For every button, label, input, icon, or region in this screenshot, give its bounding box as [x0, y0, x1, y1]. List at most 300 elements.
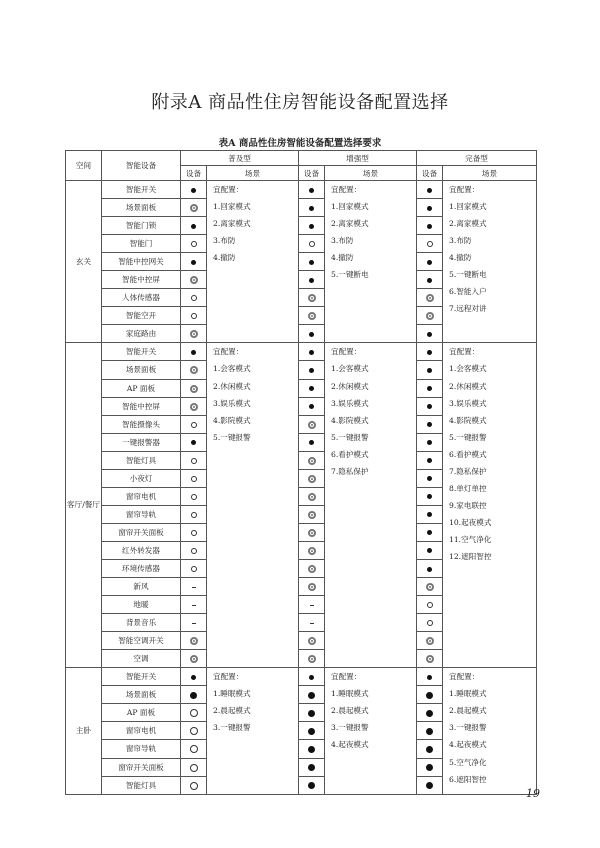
mark-o-icon: [427, 602, 433, 608]
mark-b-icon: [427, 458, 432, 463]
scene-item: 2.休闲模式: [449, 381, 487, 391]
equip-mark-cell: [417, 686, 443, 704]
header-enhanced: 增强型: [299, 151, 417, 166]
mark-bb-icon: [308, 710, 315, 717]
equip-mark-cell: [181, 469, 207, 487]
scene-item: 1.会客模式: [213, 364, 251, 374]
equip-mark-cell: [181, 199, 207, 217]
mark-d-icon: [190, 330, 198, 338]
equip-mark-cell: [181, 289, 207, 307]
equip-mark-cell: [299, 469, 325, 487]
equip-mark-cell: [417, 289, 443, 307]
mark-bb-icon: [308, 692, 315, 699]
scene-item: 2.休闲模式: [331, 381, 369, 391]
equip-mark-cell: [181, 614, 207, 632]
space-cell: 主卧: [66, 668, 102, 794]
scene-item: 9.家电联控: [449, 500, 487, 510]
equip-mark-cell: [299, 704, 325, 722]
scene-item: 5.一键断电: [331, 270, 369, 280]
equip-mark-cell: [181, 415, 207, 433]
mark-b-icon: [427, 224, 432, 229]
equip-mark-cell: [299, 397, 325, 415]
scene-item: 5.一键断电: [449, 270, 487, 280]
equip-mark-cell: [299, 740, 325, 758]
equip-mark-cell: [299, 343, 325, 361]
mark-o-icon: [191, 241, 197, 247]
equip-mark-cell: [181, 235, 207, 253]
mark-b-icon: [309, 332, 314, 337]
equip-mark-cell: [299, 487, 325, 505]
scene-item: 2.离家模式: [449, 219, 487, 229]
equip-mark-cell: [417, 559, 443, 577]
mark-d-icon: [426, 294, 434, 302]
mark-b-icon: [191, 224, 196, 229]
mark-oo-icon: [190, 727, 198, 735]
scene-item: 1.会客模式: [331, 364, 369, 374]
mark-o-icon: [191, 295, 197, 301]
mark-bb-icon: [426, 728, 433, 735]
mark-b-icon: [427, 278, 432, 283]
mark-b-icon: [427, 567, 432, 572]
scene-item: 宜配置：: [331, 347, 362, 357]
scene-cell: [325, 668, 417, 794]
device-name: 智能空调开关: [102, 632, 181, 650]
mark-d-icon: [190, 403, 198, 411]
device-name: 智能中控屏: [102, 271, 181, 289]
scene-item: 2.晨起模式: [449, 706, 487, 716]
mark-d-icon: [190, 276, 198, 284]
device-name: 智能中控屏: [102, 397, 181, 415]
header-full: 完备型: [417, 151, 537, 166]
equip-mark-cell: [181, 704, 207, 722]
equip-mark-cell: [181, 271, 207, 289]
equip-mark-cell: [417, 397, 443, 415]
scene-item: 1.回家模式: [213, 202, 251, 212]
scene-item: 5.一键报警: [449, 432, 487, 442]
device-name: 小夜灯: [102, 469, 181, 487]
mark-bb-icon: [308, 728, 315, 735]
equip-mark-cell: [181, 632, 207, 650]
equip-mark-cell: [417, 361, 443, 379]
equip-mark-cell: [417, 650, 443, 668]
mark-d-icon: [308, 583, 316, 591]
equip-mark-cell: [299, 596, 325, 614]
mark-d-icon: [426, 655, 434, 663]
mark-dash-icon: [310, 605, 314, 606]
device-name: AP 面板: [102, 704, 181, 722]
mark-o-icon: [191, 566, 197, 572]
device-name: 智能开关: [102, 343, 181, 361]
device-name: 智能灯具: [102, 451, 181, 469]
mark-b-icon: [309, 440, 314, 445]
scene-item: 宜配置：: [213, 185, 244, 194]
mark-oo-icon: [190, 782, 198, 790]
equip-mark-cell: [417, 704, 443, 722]
device-name: 新风: [102, 578, 181, 596]
equip-mark-cell: [417, 253, 443, 271]
equip-mark-cell: [299, 217, 325, 235]
scene-item: 5.空气净化: [449, 757, 487, 767]
equip-mark-cell: [299, 271, 325, 289]
equip-mark-cell: [417, 740, 443, 758]
scene-item: 7.远程对讲: [449, 304, 487, 314]
space-cell: 客厅/餐厅: [66, 343, 102, 668]
mark-b-icon: [427, 530, 432, 535]
scene-item: 2.离家模式: [213, 219, 251, 229]
equip-mark-cell: [299, 379, 325, 397]
equip-mark-cell: [181, 343, 207, 361]
equip-mark-cell: [181, 397, 207, 415]
mark-b-icon: [309, 260, 314, 265]
mark-dash-icon: [310, 623, 314, 624]
device-name: 人体传感器: [102, 289, 181, 307]
equip-mark-cell: [181, 668, 207, 686]
mark-b-icon: [427, 494, 432, 499]
equip-mark-cell: [181, 650, 207, 668]
scene-item: 3.娱乐模式: [331, 398, 369, 408]
equip-mark-cell: [299, 722, 325, 740]
scene-item: 宜配置：: [213, 347, 244, 357]
scene-item: 3.娱乐模式: [449, 398, 487, 408]
appendix-title: 附录A 商品性住房智能设备配置选择: [151, 92, 449, 113]
scene-item: 4.起夜模式: [449, 740, 487, 750]
scene-item: 6.看护模式: [449, 449, 487, 459]
device-name: 智能空开: [102, 307, 181, 325]
equip-mark-cell: [181, 433, 207, 451]
mark-bb-icon: [308, 764, 315, 771]
equip-mark-cell: [417, 469, 443, 487]
mark-o-icon: [191, 313, 197, 319]
scene-item: 宜配置：: [449, 672, 480, 682]
device-name: 环境传感器: [102, 559, 181, 577]
equip-mark-cell: [417, 307, 443, 325]
mark-b-icon: [191, 260, 196, 265]
equip-mark-cell: [417, 271, 443, 289]
scene-item: 4.撤防: [213, 253, 236, 263]
mark-bb-icon: [426, 710, 433, 717]
scene-item: 3.布防: [449, 236, 472, 246]
equip-mark-cell: [181, 307, 207, 325]
mark-d-icon: [190, 655, 198, 663]
equip-mark-cell: [299, 614, 325, 632]
equip-mark-cell: [181, 776, 207, 794]
mark-d-icon: [426, 583, 434, 591]
equip-mark-cell: [417, 433, 443, 451]
equip-mark-cell: [299, 523, 325, 541]
equip-mark-cell: [417, 614, 443, 632]
scene-item: 7.隐私保护: [331, 466, 369, 476]
scene-cell: [207, 181, 299, 343]
equip-mark-cell: [299, 433, 325, 451]
equip-mark-cell: [417, 487, 443, 505]
mark-b-icon: [427, 332, 432, 337]
header-space: 空间: [66, 151, 102, 181]
equip-mark-cell: [417, 379, 443, 397]
scene-item: 6.遮阳智控: [449, 774, 487, 784]
equip-mark-cell: [181, 505, 207, 523]
scene-cell: [443, 343, 537, 668]
equip-mark-cell: [299, 559, 325, 577]
page-number: 19: [526, 787, 540, 800]
device-name: 智能开关: [102, 668, 181, 686]
scene-item: 2.离家模式: [331, 219, 369, 229]
table-row: [66, 668, 537, 686]
scene-cell: [207, 343, 299, 668]
mark-b-icon: [309, 675, 314, 680]
equip-mark-cell: [417, 181, 443, 199]
mark-oo-icon: [190, 764, 198, 772]
equip-mark-cell: [299, 415, 325, 433]
equip-mark-cell: [181, 559, 207, 577]
mark-o-icon: [191, 512, 197, 518]
mark-oo-icon: [190, 745, 198, 753]
mark-b-icon: [309, 350, 314, 355]
mark-b-icon: [427, 188, 432, 193]
device-name: 智能门: [102, 235, 181, 253]
scene-item: 1.睡眠模式: [331, 689, 369, 699]
equip-mark-cell: [181, 523, 207, 541]
header-basic-scene: 场景: [207, 166, 299, 181]
scene-item: 3.一键报警: [213, 723, 251, 733]
scene-item: 5.一键报警: [331, 432, 369, 442]
scene-item: 宜配置：: [213, 672, 244, 682]
scene-item: 宜配置：: [331, 185, 362, 194]
scene-item: 10.起夜模式: [449, 517, 492, 527]
equip-mark-cell: [417, 505, 443, 523]
scene-item: 1.睡眠模式: [449, 689, 487, 699]
mark-bb-icon: [426, 692, 433, 699]
device-name: 窗帘开关面板: [102, 523, 181, 541]
equip-mark-cell: [299, 307, 325, 325]
space-cell: 玄关: [66, 181, 102, 343]
scene-item: 3.一键报警: [331, 723, 369, 733]
header-enhanced-equip: 设备: [299, 166, 325, 181]
equip-mark-cell: [181, 596, 207, 614]
mark-b-icon: [427, 368, 432, 373]
equip-mark-cell: [299, 776, 325, 794]
mark-o-icon: [191, 530, 197, 536]
mark-o-icon: [191, 458, 197, 464]
equip-mark-cell: [181, 758, 207, 776]
header-enhanced-scene: 场景: [325, 166, 417, 181]
device-name: 背景音乐: [102, 614, 181, 632]
equip-mark-cell: [181, 722, 207, 740]
equip-mark-cell: [417, 578, 443, 596]
equip-mark-cell: [299, 325, 325, 343]
mark-b-icon: [191, 440, 196, 445]
equip-mark-cell: [299, 668, 325, 686]
equip-mark-cell: [417, 325, 443, 343]
scene-item: 1.回家模式: [331, 202, 369, 212]
mark-bb-icon: [426, 782, 433, 789]
mark-b-icon: [427, 404, 432, 409]
device-name: 智能摄像头: [102, 415, 181, 433]
equip-mark-cell: [181, 379, 207, 397]
scene-item: 5.一键报警: [213, 432, 251, 442]
mark-o-icon: [191, 476, 197, 482]
mark-b-icon: [427, 548, 432, 553]
equip-mark-cell: [299, 253, 325, 271]
device-name: 家庭路由: [102, 325, 181, 343]
mark-b-icon: [191, 188, 196, 193]
mark-b-icon: [309, 368, 314, 373]
mark-b-icon: [191, 350, 196, 355]
equip-mark-cell: [181, 451, 207, 469]
mark-b-icon: [191, 675, 196, 680]
mark-d-icon: [190, 637, 198, 645]
equip-mark-cell: [181, 181, 207, 199]
equip-mark-cell: [181, 487, 207, 505]
mark-o-icon: [191, 548, 197, 554]
equip-mark-cell: [417, 596, 443, 614]
scene-item: 1.会客模式: [449, 364, 487, 374]
mark-b-icon: [427, 512, 432, 517]
mark-b-icon: [427, 422, 432, 427]
scene-item: 8.单灯单控: [449, 483, 487, 493]
mark-b-icon: [427, 386, 432, 391]
device-name: 空调: [102, 650, 181, 668]
device-name: 地暖: [102, 596, 181, 614]
mark-d-icon: [308, 529, 316, 537]
scene-item: 3.布防: [331, 236, 354, 246]
mark-bb-icon: [426, 746, 433, 753]
scene-item: 宜配置：: [449, 185, 480, 194]
table-row: [66, 181, 537, 199]
scene-item: 宜配置：: [331, 672, 362, 682]
scene-item: 1.睡眠模式: [213, 689, 251, 699]
scene-item: 4.撤防: [331, 253, 354, 263]
scene-item: 4.起夜模式: [331, 740, 369, 750]
device-name: 一键报警器: [102, 433, 181, 451]
scene-cell: [443, 668, 537, 794]
scene-item: 3.娱乐模式: [213, 398, 251, 408]
equip-mark-cell: [181, 217, 207, 235]
mark-d-icon: [308, 493, 316, 501]
mark-d-icon: [308, 294, 316, 302]
mark-d-icon: [190, 204, 198, 212]
scene-item: 3.一键报警: [449, 723, 487, 733]
equip-mark-cell: [417, 541, 443, 559]
equip-mark-cell: [181, 740, 207, 758]
mark-d-icon: [190, 385, 198, 393]
header-full-scene: 场景: [443, 166, 537, 181]
equip-mark-cell: [299, 632, 325, 650]
mark-bb-icon: [308, 746, 315, 753]
mark-b-icon: [427, 440, 432, 445]
mark-b-icon: [427, 260, 432, 265]
header-basic-equip: 设备: [181, 166, 207, 181]
equip-mark-cell: [299, 578, 325, 596]
scene-item: 4.影院模式: [449, 415, 487, 425]
header-device: 智能设备: [102, 151, 181, 181]
mark-d-icon: [308, 457, 316, 465]
scene-item: 1.回家模式: [449, 202, 487, 212]
header-full-equip: 设备: [417, 166, 443, 181]
device-name: 智能灯具: [102, 776, 181, 794]
mark-bb-icon: [190, 692, 197, 699]
device-name: 智能门锁: [102, 217, 181, 235]
scene-item: 11.空气净化: [449, 534, 492, 544]
device-name: 红外转发器: [102, 541, 181, 559]
equip-mark-cell: [299, 199, 325, 217]
scene-item: 3.布防: [213, 236, 236, 246]
mark-o-icon: [427, 241, 433, 247]
scene-item: 2.晨起模式: [213, 706, 251, 716]
equip-mark-cell: [417, 199, 443, 217]
equip-mark-cell: [299, 181, 325, 199]
mark-d-icon: [426, 637, 434, 645]
device-name: 窗帘电机: [102, 487, 181, 505]
scene-item: 2.晨起模式: [331, 706, 369, 716]
equip-mark-cell: [181, 361, 207, 379]
equip-mark-cell: [299, 650, 325, 668]
device-name: 场景面板: [102, 361, 181, 379]
mark-bb-icon: [426, 764, 433, 771]
mark-b-icon: [309, 188, 314, 193]
mark-o-icon: [427, 620, 433, 626]
mark-oo-icon: [190, 709, 198, 717]
mark-d-icon: [190, 366, 198, 374]
mark-b-icon: [427, 675, 432, 680]
mark-o-icon: [309, 241, 315, 247]
scene-cell: [443, 181, 537, 343]
scene-item: 2.休闲模式: [213, 381, 251, 391]
device-name: 窗帘电机: [102, 722, 181, 740]
mark-d-icon: [308, 475, 316, 483]
table-row: [66, 343, 537, 361]
equip-mark-cell: [299, 451, 325, 469]
equip-mark-cell: [181, 541, 207, 559]
table-caption: 表A 商品性住房智能设备配置选择要求: [218, 138, 382, 149]
mark-b-icon: [309, 386, 314, 391]
equip-mark-cell: [417, 722, 443, 740]
scene-item: 6.智能入户: [449, 287, 487, 297]
mark-d-icon: [308, 421, 316, 429]
mark-d-icon: [308, 655, 316, 663]
scene-item: 4.撤防: [449, 253, 472, 263]
device-name: 场景面板: [102, 686, 181, 704]
scene-item: 7.隐私保护: [449, 466, 487, 476]
scene-item: 4.影院模式: [213, 415, 251, 425]
header-basic: 普及型: [181, 151, 299, 166]
device-config-table: [65, 150, 537, 795]
equip-mark-cell: [299, 289, 325, 307]
scene-cell: [207, 668, 299, 794]
equip-mark-cell: [299, 541, 325, 559]
equip-mark-cell: [417, 451, 443, 469]
mark-d-icon: [308, 312, 316, 320]
mark-d-icon: [308, 547, 316, 555]
mark-b-icon: [427, 476, 432, 481]
mark-d-icon: [426, 312, 434, 320]
equip-mark-cell: [417, 668, 443, 686]
equip-mark-cell: [417, 415, 443, 433]
mark-b-icon: [427, 206, 432, 211]
mark-d-icon: [308, 511, 316, 519]
mark-o-icon: [191, 494, 197, 500]
mark-dash-icon: [192, 623, 196, 624]
scene-cell: [325, 181, 417, 343]
equip-mark-cell: [417, 235, 443, 253]
device-name: 智能开关: [102, 181, 181, 199]
scene-item: 宜配置：: [449, 347, 480, 357]
equip-mark-cell: [299, 235, 325, 253]
equip-mark-cell: [181, 325, 207, 343]
device-name: 窗帘导轨: [102, 505, 181, 523]
mark-b-icon: [309, 206, 314, 211]
scene-cell: [325, 343, 417, 668]
device-name: AP 面板: [102, 379, 181, 397]
